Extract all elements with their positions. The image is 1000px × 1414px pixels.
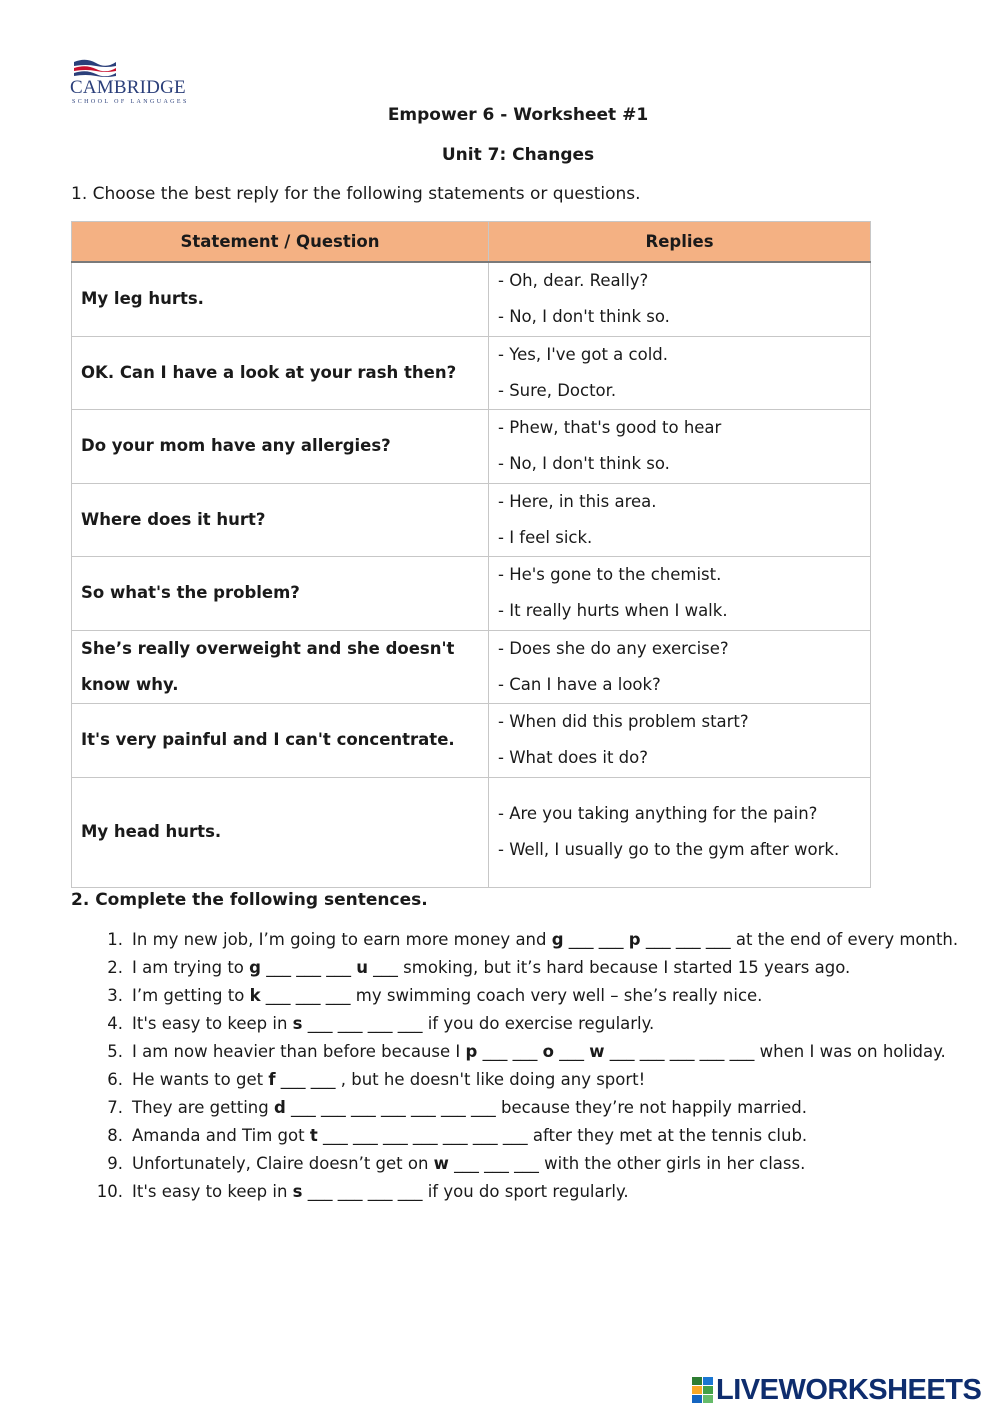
- replies-cell: [489, 703, 871, 777]
- replies-cell: [489, 777, 871, 887]
- sentence-number: 7.: [107, 1098, 123, 1117]
- statement-cell: It's very painful and I can't concentrate.: [72, 703, 489, 777]
- sentence-text: ___ ___: [477, 1042, 543, 1061]
- initial-letter: p: [628, 930, 641, 949]
- sentence-text: ___ ___ ___: [260, 958, 357, 977]
- logo-name: CAMBRIDGE: [70, 77, 186, 98]
- sentence-text: I am trying to: [132, 958, 250, 977]
- logo-tagline: SCHOOL OF LANGUAGES: [72, 99, 189, 105]
- sentence-text: It's easy to keep in: [132, 1182, 293, 1201]
- reply-option: - No, I don't think so.: [498, 454, 670, 473]
- statement-cell: She’s really overweight and she doesn't know why.: [72, 630, 489, 703]
- reply-option: - Here, in this area.: [498, 491, 657, 511]
- replies-cell: [489, 336, 871, 409]
- replies-cell: [489, 409, 871, 483]
- sentence-text: Amanda and Tim got: [132, 1126, 310, 1145]
- statement-cell: My head hurts.: [72, 777, 489, 887]
- statement-cell: My leg hurts.: [72, 262, 489, 336]
- sentence-text: ___ smoking, but it’s hard because I started 15 years ago.: [367, 958, 851, 977]
- table-row: [72, 630, 871, 703]
- column-header-statement: Statement / Question: [72, 222, 489, 263]
- sentence-number: 10.: [96, 1182, 123, 1201]
- initial-letter: o: [542, 1042, 554, 1061]
- blocks-icon: [692, 1377, 714, 1405]
- reply-option: - Can I have a look?: [498, 674, 661, 694]
- replies-table: [71, 221, 871, 888]
- statement-cell: Do your mom have any allergies?: [72, 409, 489, 483]
- exercise2-heading: 2. Complete the following sentences.: [71, 890, 428, 910]
- sentence-text: It's easy to keep in: [132, 1014, 293, 1033]
- replies-cell: [489, 262, 871, 336]
- initial-letter: s: [292, 1182, 303, 1201]
- table-row: [72, 336, 871, 409]
- reply-option: - Oh, dear. Really?: [498, 271, 649, 291]
- reply-option: - Phew, that's good to hear: [498, 418, 722, 437]
- brand-text: LIVEWORKSHEETS: [716, 1374, 982, 1406]
- replies-cell: [489, 483, 871, 556]
- initial-letter: w: [589, 1042, 605, 1061]
- liveworksheets-brand: [690, 1373, 990, 1407]
- reply-option: - Well, I usually go to the gym after work.: [498, 840, 840, 859]
- initial-letter: d: [273, 1098, 286, 1117]
- column-header-replies: Replies: [489, 222, 871, 263]
- reply-option: - Are you taking anything for the pain?: [498, 804, 818, 823]
- sentence-text: Unfortunately, Claire doesn’t get on: [132, 1154, 434, 1173]
- reply-option: - Does she do any exercise?: [498, 638, 729, 658]
- sentence-text: They are getting: [132, 1098, 274, 1117]
- initial-letter: s: [292, 1014, 303, 1033]
- sentence-text: In my new job, I’m going to earn more money and: [132, 930, 552, 949]
- table-row: [72, 409, 871, 483]
- sentence-number: 6.: [107, 1070, 123, 1089]
- sentence-item: [71, 1038, 961, 1066]
- sentence-number: 8.: [107, 1126, 123, 1145]
- reply-option: - No, I don't think so.: [498, 307, 670, 327]
- sentence-number: 9.: [107, 1154, 123, 1173]
- reply-option: - He's gone to the chemist.: [498, 565, 722, 584]
- worksheet-title: Empower 6 - Worksheet #1: [387, 105, 649, 125]
- replies-cell: [489, 630, 871, 703]
- initial-letter: u: [356, 958, 368, 977]
- unit-title: Unit 7: Changes: [441, 145, 595, 165]
- reply-option: - I feel sick.: [498, 527, 593, 547]
- sentence-number: 5.: [107, 1042, 123, 1061]
- table-row: [72, 262, 871, 336]
- reply-option: - Sure, Doctor.: [498, 380, 617, 400]
- sentence-item: [71, 1066, 961, 1094]
- sentence-item: [71, 1010, 961, 1038]
- exercise1-instruction: 1. Choose the best reply for the following statements or questions.: [71, 184, 641, 204]
- reply-option: - What does it do?: [498, 748, 648, 767]
- replies-cell: [489, 556, 871, 630]
- table-row: [72, 703, 871, 777]
- initial-letter: t: [309, 1126, 318, 1145]
- sentence-text: ___ ___ ___ ___ ___ ___ ___ because they’re not happily married.: [285, 1098, 808, 1117]
- sentence-text: He wants to get: [132, 1070, 269, 1089]
- sentence-list: [71, 926, 961, 1206]
- sentence-text: ___: [553, 1042, 590, 1061]
- sentence-item: [71, 1150, 961, 1178]
- sentence-text: ___ ___ , but he doesn't like doing any sport!: [275, 1070, 646, 1089]
- table-row: [72, 777, 871, 887]
- initial-letter: w: [433, 1154, 449, 1173]
- sentence-text: ___ ___: [563, 930, 629, 949]
- reply-option: - When did this problem start?: [498, 712, 749, 731]
- initial-letter: f: [268, 1070, 276, 1089]
- reply-option: - Yes, I've got a cold.: [498, 344, 668, 364]
- cambridge-logo: [70, 56, 220, 106]
- statement-cell: OK. Can I have a look at your rash then?: [72, 336, 489, 409]
- sentence-number: 3.: [107, 986, 123, 1005]
- sentence-text: ___ ___ ___ ___ if you do sport regularly.: [302, 1182, 629, 1201]
- sentence-item: [71, 1178, 961, 1206]
- sentence-text: ___ ___ ___ ___ ___ when I was on holiday.: [604, 1042, 946, 1061]
- table-header-row: [72, 222, 871, 263]
- sentence-text: I’m getting to: [132, 986, 250, 1005]
- sentence-text: I am now heavier than before because I: [132, 1042, 466, 1061]
- sentence-item: [71, 954, 961, 982]
- initial-letter: k: [249, 986, 261, 1005]
- table-row: [72, 556, 871, 630]
- initial-letter: p: [465, 1042, 478, 1061]
- sentence-text: ___ ___ ___ my swimming coach very well – she’s really nice.: [260, 986, 763, 1005]
- sentence-number: 1.: [107, 930, 123, 949]
- sentence-text: ___ ___ ___ ___ ___ ___ ___ after they met at the tennis club.: [317, 1126, 808, 1145]
- statement-cell: Where does it hurt?: [72, 483, 489, 556]
- table-row: [72, 483, 871, 556]
- sentence-number: 4.: [107, 1014, 123, 1033]
- sentence-item: [71, 982, 961, 1010]
- initial-letter: g: [551, 930, 564, 949]
- table-body: [72, 262, 871, 887]
- statement-cell: So what's the problem?: [72, 556, 489, 630]
- sentence-number: 2.: [107, 958, 123, 977]
- sentence-text: ___ ___ ___ with the other girls in her class.: [448, 1154, 806, 1173]
- reply-option: - It really hurts when I walk.: [498, 601, 728, 620]
- sentence-text: ___ ___ ___ at the end of every month.: [640, 930, 959, 949]
- sentence-item: [71, 1122, 961, 1150]
- sentence-item: [71, 1094, 961, 1122]
- initial-letter: g: [249, 958, 261, 977]
- sentence-text: ___ ___ ___ ___ if you do exercise regularly.: [302, 1014, 655, 1033]
- sentence-item: [71, 926, 961, 954]
